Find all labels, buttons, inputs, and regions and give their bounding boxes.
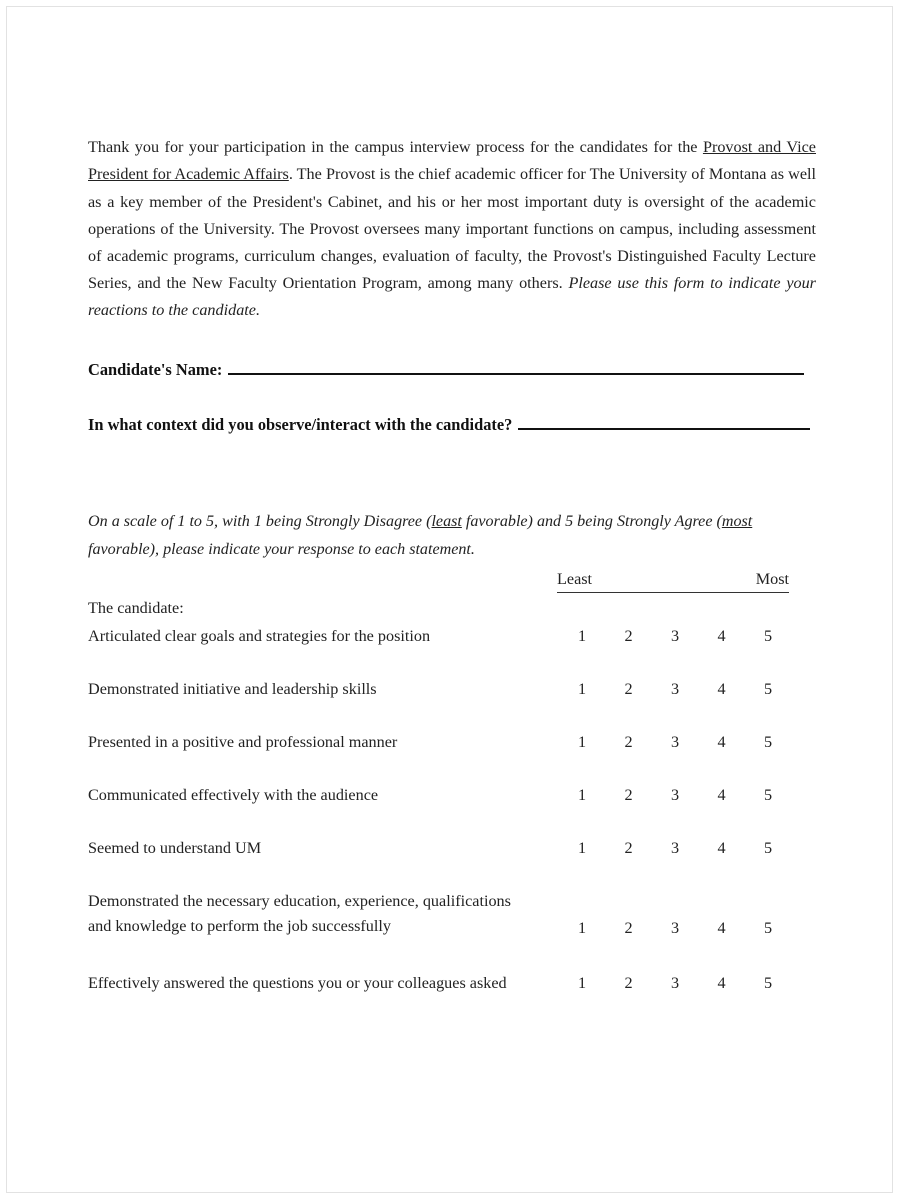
rating-option-5[interactable]: 5: [763, 733, 773, 751]
table-row: [88, 836, 818, 862]
scale-note-part1: On a scale of 1 to 5, with 1 being Strongly Disagree (: [88, 513, 432, 531]
rating-option-5[interactable]: 5: [763, 919, 773, 937]
statement-text: [88, 971, 507, 996]
statement-text: [88, 836, 261, 861]
statement-text: [88, 624, 430, 649]
rating-most-label: Most: [755, 570, 789, 588]
rating-option-4[interactable]: 4: [717, 733, 726, 751]
rating-option-1[interactable]: 1: [577, 627, 587, 645]
statement-line-2: and knowledge to perform the job successfully: [88, 917, 391, 935]
rating-option-3[interactable]: 3: [670, 839, 680, 857]
statement-line-1: Communicated effectively with the audience: [88, 786, 379, 804]
statement-line-1: Demonstrated initiative and leadership skills: [88, 680, 377, 698]
intro-text-part1: Thank you for your participation in the campus interview process for the candidates for the: [88, 138, 703, 157]
rating-option-4[interactable]: 4: [717, 839, 726, 857]
rating-option-3[interactable]: 3: [670, 733, 680, 751]
statement-line-1: Presented in a positive and professional manner: [88, 733, 398, 751]
rating-option-4[interactable]: 4: [717, 786, 726, 804]
rating-least-label: Least: [557, 570, 593, 588]
statement-text: [88, 889, 511, 939]
table-row: [88, 677, 818, 703]
rating-option-4[interactable]: 4: [717, 919, 726, 937]
rating-option-2[interactable]: 2: [624, 627, 633, 645]
rating-option-1[interactable]: 1: [577, 839, 587, 857]
rating-option-3[interactable]: 3: [670, 627, 680, 645]
field-candidate-name-input[interactable]: [228, 361, 804, 375]
rating-scale[interactable]: [575, 836, 775, 861]
rating-option-3[interactable]: 3: [670, 919, 680, 937]
scale-instruction: [88, 508, 778, 564]
rating-scale-header: [557, 570, 789, 593]
rating-option-4[interactable]: 4: [717, 680, 726, 698]
field-context[interactable]: [88, 415, 818, 435]
rating-option-1[interactable]: 1: [577, 919, 587, 937]
rating-option-5[interactable]: 5: [763, 839, 773, 857]
scale-note-most: most: [721, 513, 753, 531]
statement-text: [88, 730, 397, 755]
rating-option-5[interactable]: 5: [763, 627, 773, 645]
field-candidate-name[interactable]: [88, 360, 818, 380]
statement-line-1: Effectively answered the questions you or your colleagues asked: [88, 974, 507, 992]
scale-note-part2: favorable) and 5 being Strongly Agree (: [461, 513, 722, 531]
rating-option-4[interactable]: 4: [717, 974, 726, 992]
table-row: [88, 971, 818, 997]
rating-option-2[interactable]: 2: [624, 786, 633, 804]
rating-option-4[interactable]: 4: [717, 627, 726, 645]
rating-scale[interactable]: [575, 677, 775, 702]
field-context-label: In what context did you observe/interact with the candidate?: [88, 415, 513, 434]
rating-scale[interactable]: [575, 624, 775, 649]
lead-in-text: The candidate:: [88, 599, 184, 617]
intro-position-title: Provost and Vice President for Academic Affairs: [88, 138, 816, 184]
rating-option-2[interactable]: 2: [624, 974, 633, 992]
intro-italic-instruction: Please use this form to indicate your reactions to the candidate.: [88, 274, 816, 320]
rating-option-2[interactable]: 2: [624, 839, 633, 857]
rating-option-2[interactable]: 2: [624, 680, 633, 698]
field-candidate-name-label: Candidate's Name:: [88, 360, 223, 379]
rating-option-1[interactable]: 1: [577, 680, 587, 698]
intro-paragraph: [88, 134, 816, 324]
rating-option-3[interactable]: 3: [670, 680, 680, 698]
field-context-input[interactable]: [518, 416, 810, 430]
statement-line-1: Demonstrated the necessary education, experience, qualifications: [88, 892, 511, 910]
rating-scale[interactable]: [575, 730, 775, 755]
statement-text: [88, 783, 378, 808]
rating-scale[interactable]: [575, 916, 775, 941]
rating-option-2[interactable]: 2: [624, 733, 633, 751]
rating-scale[interactable]: [575, 971, 775, 996]
statement-line-1: Seemed to understand UM: [88, 839, 262, 857]
table-row: [88, 730, 818, 756]
scale-note-part3: favorable), please indicate your response to each statement.: [88, 541, 475, 559]
rating-option-5[interactable]: 5: [763, 974, 773, 992]
table-row: [88, 624, 818, 650]
scale-note-least: least: [431, 513, 462, 531]
rating-option-3[interactable]: 3: [670, 786, 680, 804]
statement-line-1: Articulated clear goals and strategies for the position: [88, 627, 431, 645]
rating-option-1[interactable]: 1: [577, 786, 587, 804]
table-row: [88, 892, 818, 968]
rating-option-5[interactable]: 5: [763, 680, 773, 698]
rating-option-2[interactable]: 2: [624, 919, 633, 937]
statement-text: [88, 677, 377, 702]
intro-text-part2: . The Provost is the chief academic officer for The University of Montana as well as a key member of the President's Cabinet, and his or her most important duty is oversight of the academic operations of the University. The Provost oversees many important functions on campus, including assessment of academic programs, curriculum changes, evaluation of faculty, the Provost's Distinguished Faculty Lecture Series, and the New Faculty Orientation Program, among many others.: [88, 165, 816, 293]
rating-scale[interactable]: [575, 783, 775, 808]
rating-option-3[interactable]: 3: [670, 974, 680, 992]
rating-option-1[interactable]: 1: [577, 974, 587, 992]
table-row: [88, 783, 818, 809]
rating-option-5[interactable]: 5: [763, 786, 773, 804]
rating-option-1[interactable]: 1: [577, 733, 587, 751]
